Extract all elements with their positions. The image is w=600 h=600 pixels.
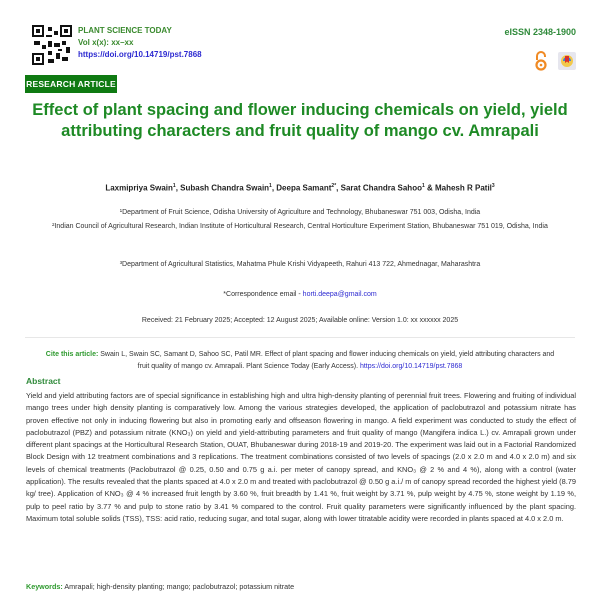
correspondence-label: *Correspondence email - <box>223 291 303 298</box>
author[interactable]: Deepa Samant <box>276 183 332 193</box>
journal-name: PLANT SCIENCE TODAY <box>78 26 172 35</box>
abstract-body: Yield and yield attributing factors are of special significance in establishing high and ultra high-density planting of perennial fruit trees. Flowering and fruiting of individual mango trees under high density planting is comparatively low. Among the various strategies developed, the application of paclobutrazol and potassium nitrate has proven effective not only in inducing flowering but also in promoting early and offseason flowering in mango. A field experiment was conducted to study the effect of paclobutrazol (PBZ) and potassium nitrate (KNO₃) on yield and yield-attributing parameters and fruit quality of mango (Mangifera indica L.) cv. Amrapali grown under different plant spacings at the Horticultural Research Station, OUAT, Bhubaneswar during 2018-19 and 2019-20. The experiment was laid out in a Factorial Randomized Block Design with 12 treatment combinations and 3 replications. The treatment combinations consisted of two levels of spacings (2.0 x 2.0 m and 4.0 x 2.0 m) and six levels of chemical treatments (Paclobutrazol @ 0.25, 0.50 and 0.75 g a.i. per meter of canopy spread, and KNO₃ @ 2 % and 4 %), along with a control (water application). The results revealed that the plants spaced at 4.0 x 2.0 m and treated with paclobutrazol @ 0.50 g a.i./ m of canopy spread recorded the highest yield (8.79 kg/ tree). Application of KNO₃ @ 4 % increased fruit length by 3.60 %, fruit breadth by 1.41 %, fruit weight by 3.71 %, pulp weight by 4.75 %, stone weight by 1.19 %, pulp to peel ratio by 3.77 % and pulp to stone ratio by 3.41 % compared to the control. Fruit quality parameters were significantly influenced by the plant spacing. Maximum total soluble solids (TSS), TSS: acid ratio, reducing sugar, and total sugar, along with lower titratable acidity were recorded in plants spaced at 4.0 x 2.0 m. <box>26 391 576 523</box>
author-affil-mark: 3 <box>491 183 495 189</box>
crossmark-icon[interactable] <box>558 52 576 70</box>
article-title: Effect of plant spacing and flower inducing chemicals on yield, yield attributing characters and fruit quality of mango cv. Amrapali <box>32 101 568 140</box>
author[interactable]: Mahesh R Patil <box>434 183 492 193</box>
author[interactable]: Subash Chandra Swain <box>180 183 270 193</box>
volume-info: Vol x(x): xx–xx <box>78 38 134 47</box>
author-affil-mark: 2* <box>331 183 337 189</box>
doi-link[interactable]: https://doi.org/10.14719/pst.7868 <box>78 50 202 59</box>
article-dates: Received: 21 February 2025; Accepted: 12 August 2025; Available online: Version 1.0: xx xxxxxx 2025 <box>141 317 459 324</box>
author-affil-mark: 1 <box>172 183 176 189</box>
author-list: Laxmipriya Swain$^1$, Subash Chandra Swain$^1$, Deepa Samant$^{2*}$, Sarat Chandra Sahoo$^1$ & Mahesh R Patil$^3$ <box>105 183 495 193</box>
abstract-heading: Abstract <box>26 376 61 386</box>
cite-label: Cite this article: <box>45 351 99 358</box>
author-affil-mark: 1 <box>421 183 425 189</box>
keywords-label: Keywords: <box>26 582 63 591</box>
divider <box>25 337 575 338</box>
author-affil-mark: 1 <box>269 183 272 189</box>
issn: eISSN 2348-1900 <box>504 27 576 37</box>
affiliation-2: ²Indian Council of Agricultural Research, Indian Institute of Horticultural Research, Central Horticulture Experiment Station, Bhubaneswar 751 019, Odisha, India <box>52 223 548 230</box>
keywords-list: Amrapali; high-density planting; mango; paclobutrazol; potassium nitrate <box>62 582 295 591</box>
journal-info <box>78 25 202 61</box>
journal-header <box>0 0 600 100</box>
author[interactable]: Laxmipriya Swain <box>105 183 173 193</box>
open-access-icon[interactable] <box>534 51 548 71</box>
cite-doi-link[interactable]: https://doi.org/10.14719/pst.7868 <box>359 363 463 370</box>
affiliation-1: ¹Department of Fruit Science, Odisha University of Agriculture and Technology, Bhubaneswar 751 003, Odisha, India <box>119 209 481 216</box>
qr-code-icon[interactable] <box>32 25 72 65</box>
author[interactable]: Sarat Chandra Sahoo <box>340 183 422 193</box>
affiliation-3: ³Department of Agricultural Statistics, Mahatma Phule Krishi Vidyapeeth, Rahuri 413 722, Ahmednagar, Maharashtra <box>119 261 481 268</box>
keywords <box>26 582 576 591</box>
cite-text: Swain L, Swain SC, Samant D, Sahoo SC, Patil MR. Effect of plant spacing and flower inducing chemicals on yield, yield attributing characters and fruit quality of mango cv. Amrapali. Plant Science Today (Early Access). <box>98 351 555 370</box>
correspondence <box>0 291 600 298</box>
citation <box>40 349 560 373</box>
article-type-badge: RESEARCH ARTICLE <box>25 75 117 93</box>
correspondence-email-link[interactable]: horti.deepa@gmail.com <box>302 291 377 298</box>
